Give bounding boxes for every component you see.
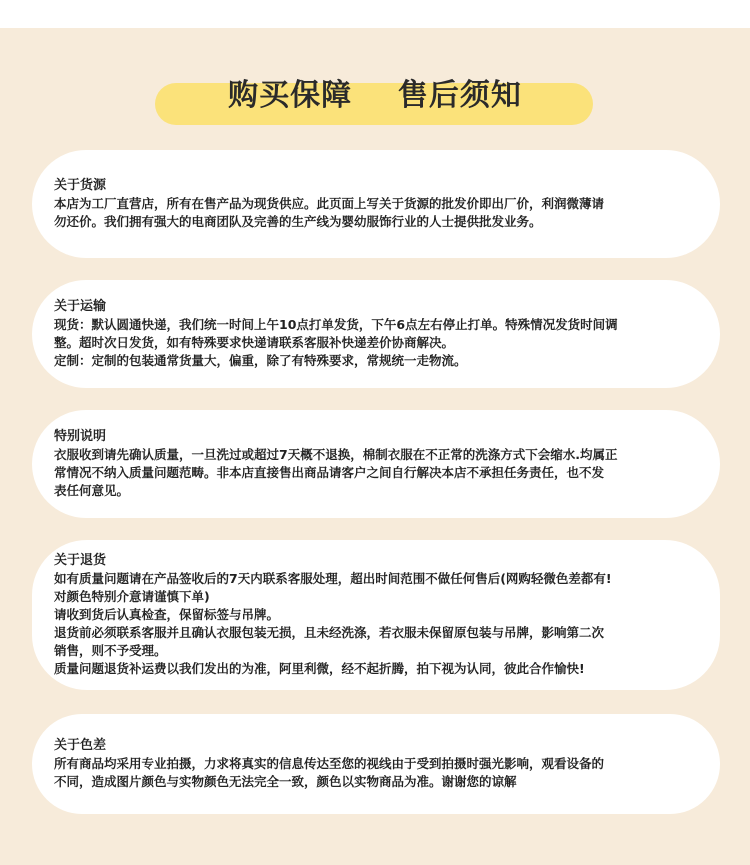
section-line: 勿还价。我们拥有强大的电商团队及完善的生产线为婴幼服饰行业的人士提供批发业务。 [54,214,542,229]
section-line: 销售，则不予受理。 [54,643,167,658]
section-line: 表任何意见。 [54,483,130,498]
section-title: 关于退货 [54,553,107,568]
section-line: 质量问题退货补运费以我们发出的为准，阿里利微，经不起折腾，拍下视为认同，彼此合作愉快! [54,661,585,676]
section-line: 整。超时次日发货，如有特殊要求快递请联系客服补快递差价协商解决。 [54,335,455,350]
section-line: 退货前必须联系客服并且确认衣服包装无损，且未经洗涤，若衣服未保留原包装与吊牌，影响第二次 [54,625,605,640]
section-title: 关于货源 [54,178,107,193]
section-title: 关于运输 [54,299,107,314]
section-card-color-difference [32,714,720,814]
page-title: 购买保障 售后须知 [228,78,522,113]
section-card-returns [32,540,720,690]
section-card-special-notes [32,410,720,518]
section-line: 对颜色特别介意请谨慎下单) [54,589,210,604]
section-line: 定制：定制的包装通常货量大，偏重，除了有特殊要求，常规统一走物流。 [54,353,467,368]
section-card-shipping [32,280,720,388]
section-card-sourcing [32,150,720,258]
section-line: 常情况不纳入质量问题范畴。非本店直接售出商品请客户之间自行解决本店不承担任务责任，也不发 [54,465,605,480]
section-line: 本店为工厂直营店，所有在售产品为现货供应。此页面上写关于货源的批发价即出厂价，利润微薄请 [54,196,605,211]
section-title: 特别说明 [54,429,107,444]
section-line: 现货：默认圆通快递，我们统一时间上午10点打单发货，下午6点左右停止打单。特殊情况发货时间调 [54,317,618,332]
top-strip [0,0,750,28]
section-line: 如有质量问题请在产品签收后的7天内联系客服处理，超出时间范围不做任何售后(网购轻微色差都有! [54,571,612,586]
section-line: 所有商品均采用专业拍摄，力求将真实的信息传达至您的视线由于受到拍摄时强光影响，观看设备的 [54,756,605,771]
section-line: 请收到货后认真检查，保留标签与吊牌。 [54,607,280,622]
section-title: 关于色差 [54,738,107,753]
section-line: 衣服收到请先确认质量，一旦洗过或超过7天概不退换，棉制衣服在不正常的洗涤方式下会缩水.均属正 [54,447,618,462]
section-line: 不同，造成图片颜色与实物颜色无法完全一致，颜色以实物商品为准。谢谢您的谅解 [54,774,517,789]
